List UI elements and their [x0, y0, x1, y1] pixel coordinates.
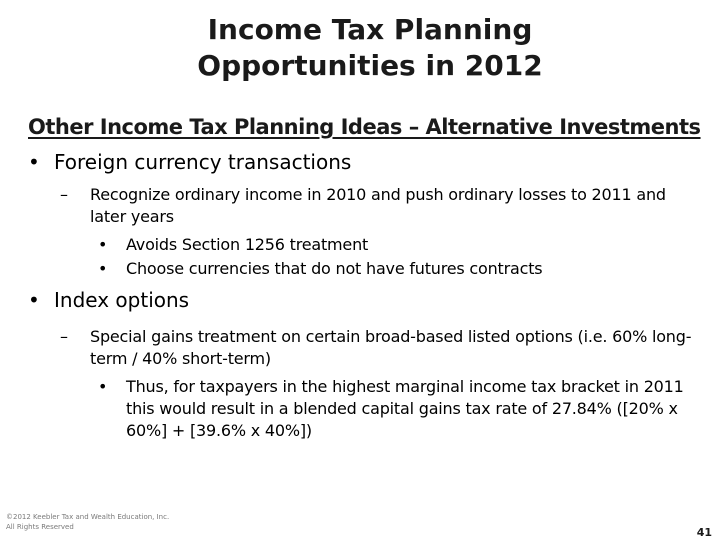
- bullet-icon: •: [98, 259, 108, 278]
- dash-icon: –: [60, 185, 68, 204]
- slide-title: [0, 12, 728, 84]
- page-number: 41: [696, 526, 712, 539]
- sub-item-text: Recognize ordinary income in 2010 and push ordinary losses to 2011 and later years: [90, 185, 666, 226]
- point-text: Thus, for taxpayers in the highest marginal income tax bracket in 2011 this would result in a blended capital gains tax rate of 27.84% ([20% x 60%] + [39.6% x 40%]): [126, 377, 684, 440]
- point-choose-currencies: [98, 258, 718, 280]
- section-heading: [28, 114, 701, 140]
- footer-rights: All Rights Reserved: [6, 523, 74, 531]
- point-avoids-section-1256: [98, 234, 718, 256]
- bullet-item-index-options: [28, 288, 189, 313]
- point-blended-rate: [98, 376, 718, 442]
- sub-item-text: Special gains treatment on certain broad-based listed options (i.e. 60% long-term / 40% short-term): [90, 327, 692, 368]
- bullet-item-label: Index options: [54, 288, 190, 312]
- point-text: Avoids Section 1256 treatment: [126, 235, 369, 254]
- bullet-icon: •: [98, 377, 108, 396]
- sub-item-special-gains: [60, 326, 720, 370]
- bullet-icon: •: [98, 235, 108, 254]
- point-text: Choose currencies that do not have futures contracts: [126, 259, 543, 278]
- slide-title-line-2: Opportunities in 2012: [197, 49, 543, 82]
- dash-icon: –: [60, 327, 68, 346]
- sub-item-recognize-income: [60, 184, 720, 228]
- bullet-icon: •: [28, 288, 40, 312]
- section-heading-text: Other Income Tax Planning Ideas – Alternative Investments: [28, 115, 701, 139]
- footer-copyright: ©2012 Keebler Tax and Wealth Education, Inc.: [6, 513, 170, 521]
- slide-title-line-1: Income Tax Planning: [207, 13, 533, 46]
- bullet-item-label: Foreign currency transactions: [54, 150, 352, 174]
- footer: [6, 512, 169, 532]
- bullet-icon: •: [28, 150, 40, 174]
- bullet-item-foreign-currency: [28, 150, 351, 175]
